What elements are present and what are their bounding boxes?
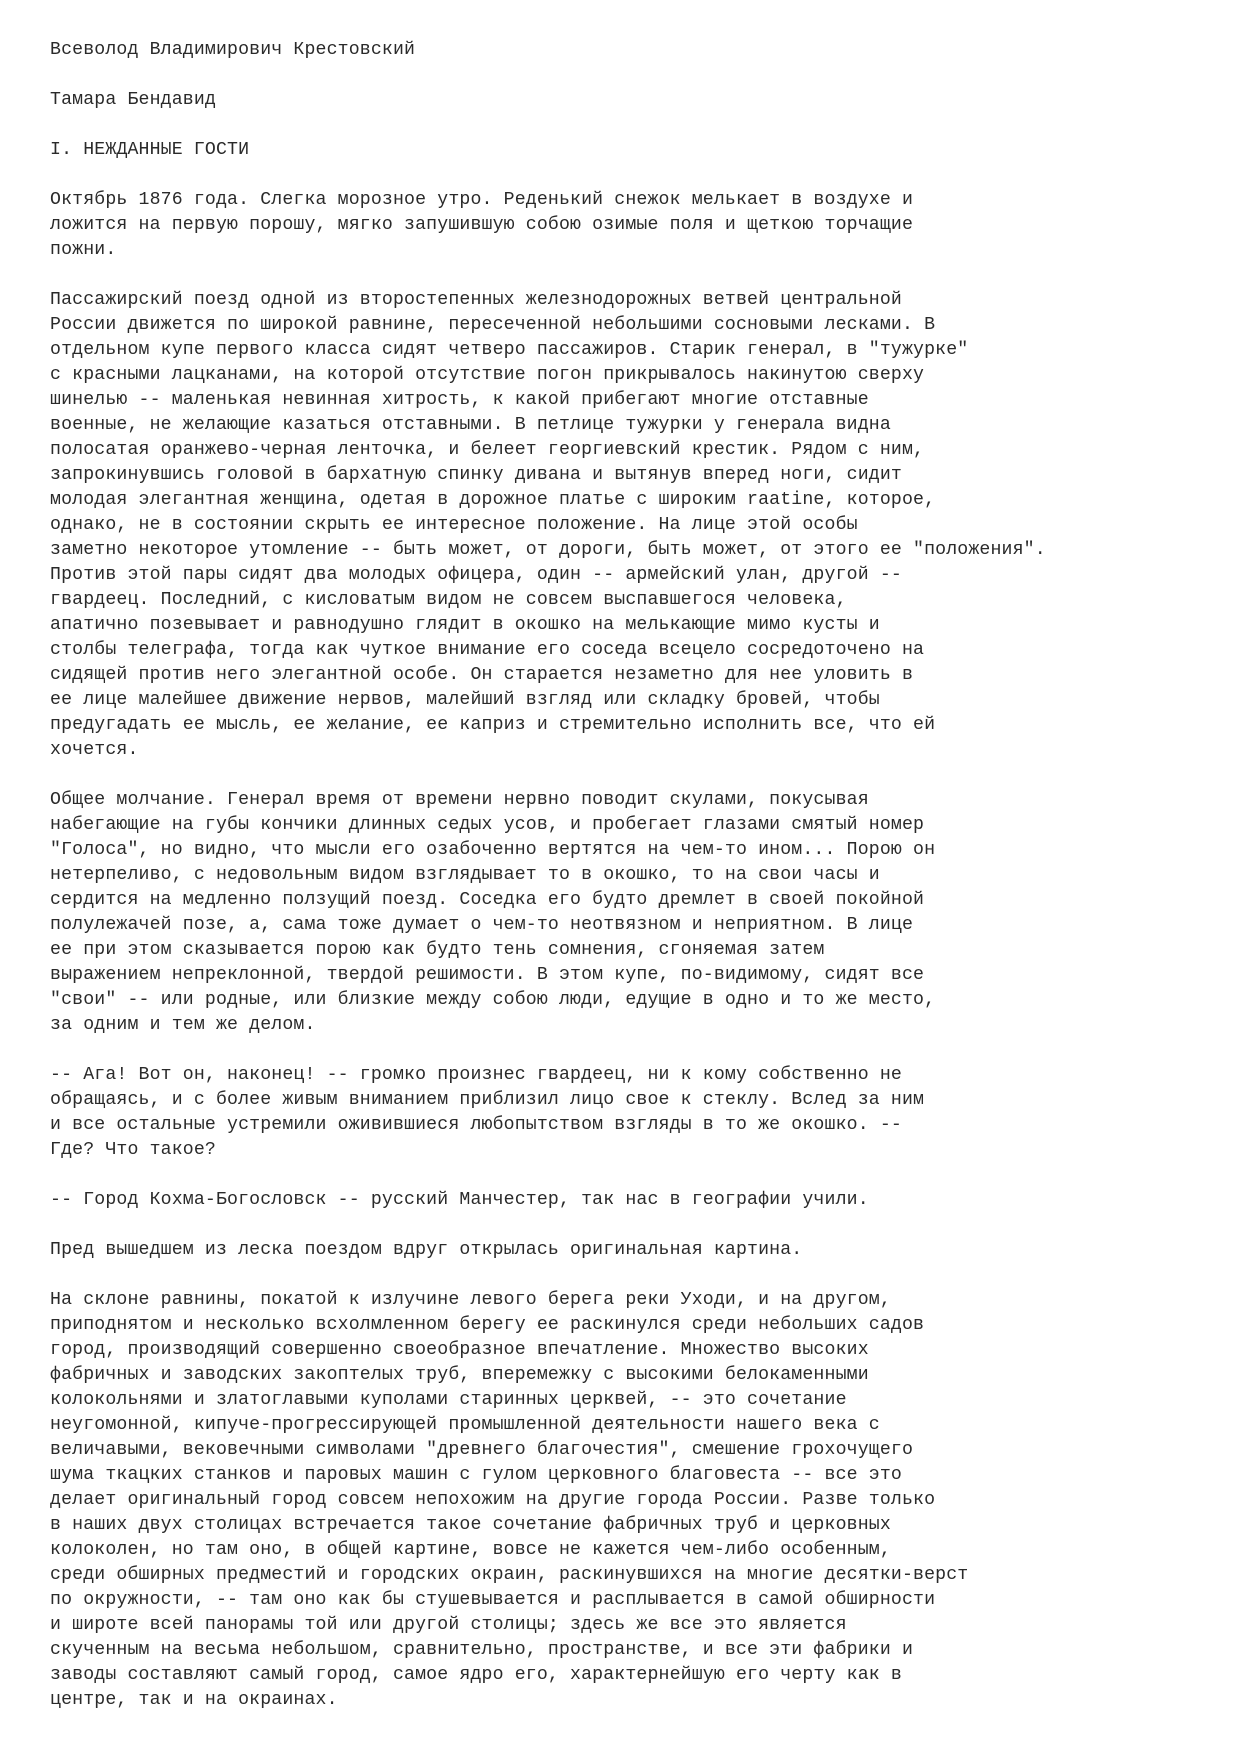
chapter-line	[50, 138, 1200, 163]
text-line: выражением непреклонной, твердой решимости. В этом купе, по-видимому, сидят все	[50, 965, 925, 985]
text-line: делает оригинальный город совсем непохожим на другие города России. Разве только	[50, 1490, 936, 1510]
text-line: "Голоса", но видно, что мысли его озабоченно вертятся на чем-то ином... Порою он	[50, 840, 936, 860]
text-line: и широте всей панорамы той или другой столицы; здесь же все это является	[50, 1615, 847, 1635]
paragraph	[50, 188, 1200, 263]
author-name: Всеволод Владимирович Крестовский	[50, 40, 416, 60]
text-line: колоколен, но там оно, в общей картине, вовсе не кажется чем-либо особенным,	[50, 1540, 891, 1560]
text-line: обращаясь, и с более живым вниманием приблизил лицо свое к стеклу. Вслед за ним	[50, 1090, 925, 1110]
paragraph	[50, 1063, 1200, 1163]
text-line: и все остальные устремили оживившиеся любопытством взгляды в то же окошко. --	[50, 1115, 902, 1135]
text-line: колокольнями и златоглавыми куполами старинных церквей, -- это сочетание	[50, 1390, 847, 1410]
text-line: ее лице малейшее движение нервов, малейший взгляд или складку бровей, чтобы	[50, 690, 880, 710]
text-line: набегающие на губы кончики длинных седых усов, и пробегает глазами смятый номер	[50, 815, 925, 835]
author-line	[50, 38, 1200, 63]
text-line: -- Город Кохма-Богословск -- русский Манчестер, так нас в географии учили.	[50, 1190, 869, 1210]
text-line: среди обширных предместий и городских окраин, раскинувшихся на многие десятки-верст	[50, 1565, 969, 1585]
text-line: хочется.	[50, 740, 139, 760]
text-line: молодая элегантная женщина, одетая в дорожное платье с широким raatine, которое,	[50, 490, 936, 510]
text-line: Октябрь 1876 года. Слегка морозное утро. Реденький снежок мелькает в воздухе и	[50, 190, 914, 210]
text-line: полулежачей позе, а, сама тоже думает о чем-то неотвязном и неприятном. В лице	[50, 915, 914, 935]
text-line: Общее молчание. Генерал время от времени нервно поводит скулами, покусывая	[50, 790, 869, 810]
text-line: апатично позевывает и равнодушно глядит в окошко на мелькающие мимо кусты и	[50, 615, 880, 635]
book-title: Тамара Бендавид	[50, 90, 216, 110]
text-line: пожни.	[50, 240, 117, 260]
text-line: за одним и тем же делом.	[50, 1015, 316, 1035]
text-line: по окружности, -- там оно как бы стушевывается и расплывается в самой обширности	[50, 1590, 936, 1610]
text-line: заметно некоторое утомление -- быть может, от дороги, быть может, от этого ее "положения".	[50, 540, 1046, 560]
text-line: фабричных и заводских закоптелых труб, вперемежку с высокими белокаменными	[50, 1365, 869, 1385]
paragraph	[50, 288, 1200, 763]
text-line: России движется по широкой равнине, пересеченной небольшими сосновыми лесками. В	[50, 315, 936, 335]
text-line: с красными лацканами, на которой отсутствие погон прикрывалось накинутою сверху	[50, 365, 925, 385]
text-line: военные, не желающие казаться отставными. В петлице тужурки у генерала видна	[50, 415, 891, 435]
text-line: величавыми, вековечными символами "древнего благочестия", смешение грохочущего	[50, 1440, 914, 1460]
text-line: скученным на весьма небольшом, сравнительно, пространстве, и все эти фабрики и	[50, 1640, 914, 1660]
document-page	[50, 38, 1200, 1713]
text-line: -- Ага! Вот он, наконец! -- громко произнес гвардеец, ни к кому собственно не	[50, 1065, 902, 1085]
text-line: в наших двух столицах встречается такое сочетание фабричных труб и церковных	[50, 1515, 891, 1535]
text-line: столбы телеграфа, тогда как чуткое внимание его соседа всецело сосредоточено на	[50, 640, 925, 660]
text-line: "свои" -- или родные, или близкие между собою люди, едущие в одно и то же место,	[50, 990, 936, 1010]
text-line: запрокинувшись головой в бархатную спинку дивана и вытянув вперед ноги, сидит	[50, 465, 902, 485]
paragraph	[50, 788, 1200, 1038]
text-line: шума ткацких станков и паровых машин с гулом церковного благовеста -- все это	[50, 1465, 902, 1485]
text-line: отдельном купе первого класса сидят четверо пассажиров. Старик генерал, в "тужурке"	[50, 340, 969, 360]
text-line: Где? Что такое?	[50, 1140, 216, 1160]
body-text	[50, 188, 1200, 1713]
paragraph	[50, 1238, 1200, 1263]
text-line: заводы составляют самый город, самое ядро его, характернейшую его черту как в	[50, 1665, 902, 1685]
text-line: Пред вышедшем из леска поездом вдруг открылась оригинальная картина.	[50, 1240, 803, 1260]
chapter-heading: I. НЕЖДАННЫЕ ГОСТИ	[50, 140, 250, 160]
title-line	[50, 88, 1200, 113]
text-line: Против этой пары сидят два молодых офицера, один -- армейский улан, другой --	[50, 565, 902, 585]
paragraph	[50, 1188, 1200, 1213]
text-line: ложится на первую порошу, мягко запушившую собою озимые поля и щеткою торчащие	[50, 215, 914, 235]
text-line: На склоне равнины, покатой к излучине левого берега реки Уходи, и на другом,	[50, 1290, 891, 1310]
text-line: сидящей против него элегантной особе. Он старается незаметно для нее уловить в	[50, 665, 914, 685]
text-line: полосатая оранжево-черная ленточка, и белеет георгиевский крестик. Рядом с ним,	[50, 440, 925, 460]
text-line: шинелью -- маленькая невинная хитрость, к какой прибегают многие отставные	[50, 390, 869, 410]
text-line: город, производящий совершенно своеобразное впечатление. Множество высоких	[50, 1340, 869, 1360]
text-line: сердится на медленно ползущий поезд. Соседка его будто дремлет в своей покойной	[50, 890, 925, 910]
text-line: Пассажирский поезд одной из второстепенных железнодорожных ветвей центральной	[50, 290, 902, 310]
paragraph	[50, 1288, 1200, 1713]
text-line: ее при этом сказывается порою как будто тень сомнения, сгоняемая затем	[50, 940, 825, 960]
text-line: приподнятом и несколько всхолмленном берегу ее раскинулся среди небольших садов	[50, 1315, 925, 1335]
text-line: нетерпеливо, с недовольным видом взглядывает то в окошко, то на свои часы и	[50, 865, 880, 885]
text-line: гвардеец. Последний, с кисловатым видом не совсем выспавшегося человека,	[50, 590, 847, 610]
text-line: однако, не в состоянии скрыть ее интересное положение. На лице этой особы	[50, 515, 858, 535]
text-line: центре, так и на окраинах.	[50, 1690, 338, 1710]
text-line: неугомонной, кипуче-прогрессирующей промышленной деятельности нашего века с	[50, 1415, 880, 1435]
text-line: предугадать ее мысль, ее желание, ее каприз и стремительно исполнить все, что ей	[50, 715, 936, 735]
